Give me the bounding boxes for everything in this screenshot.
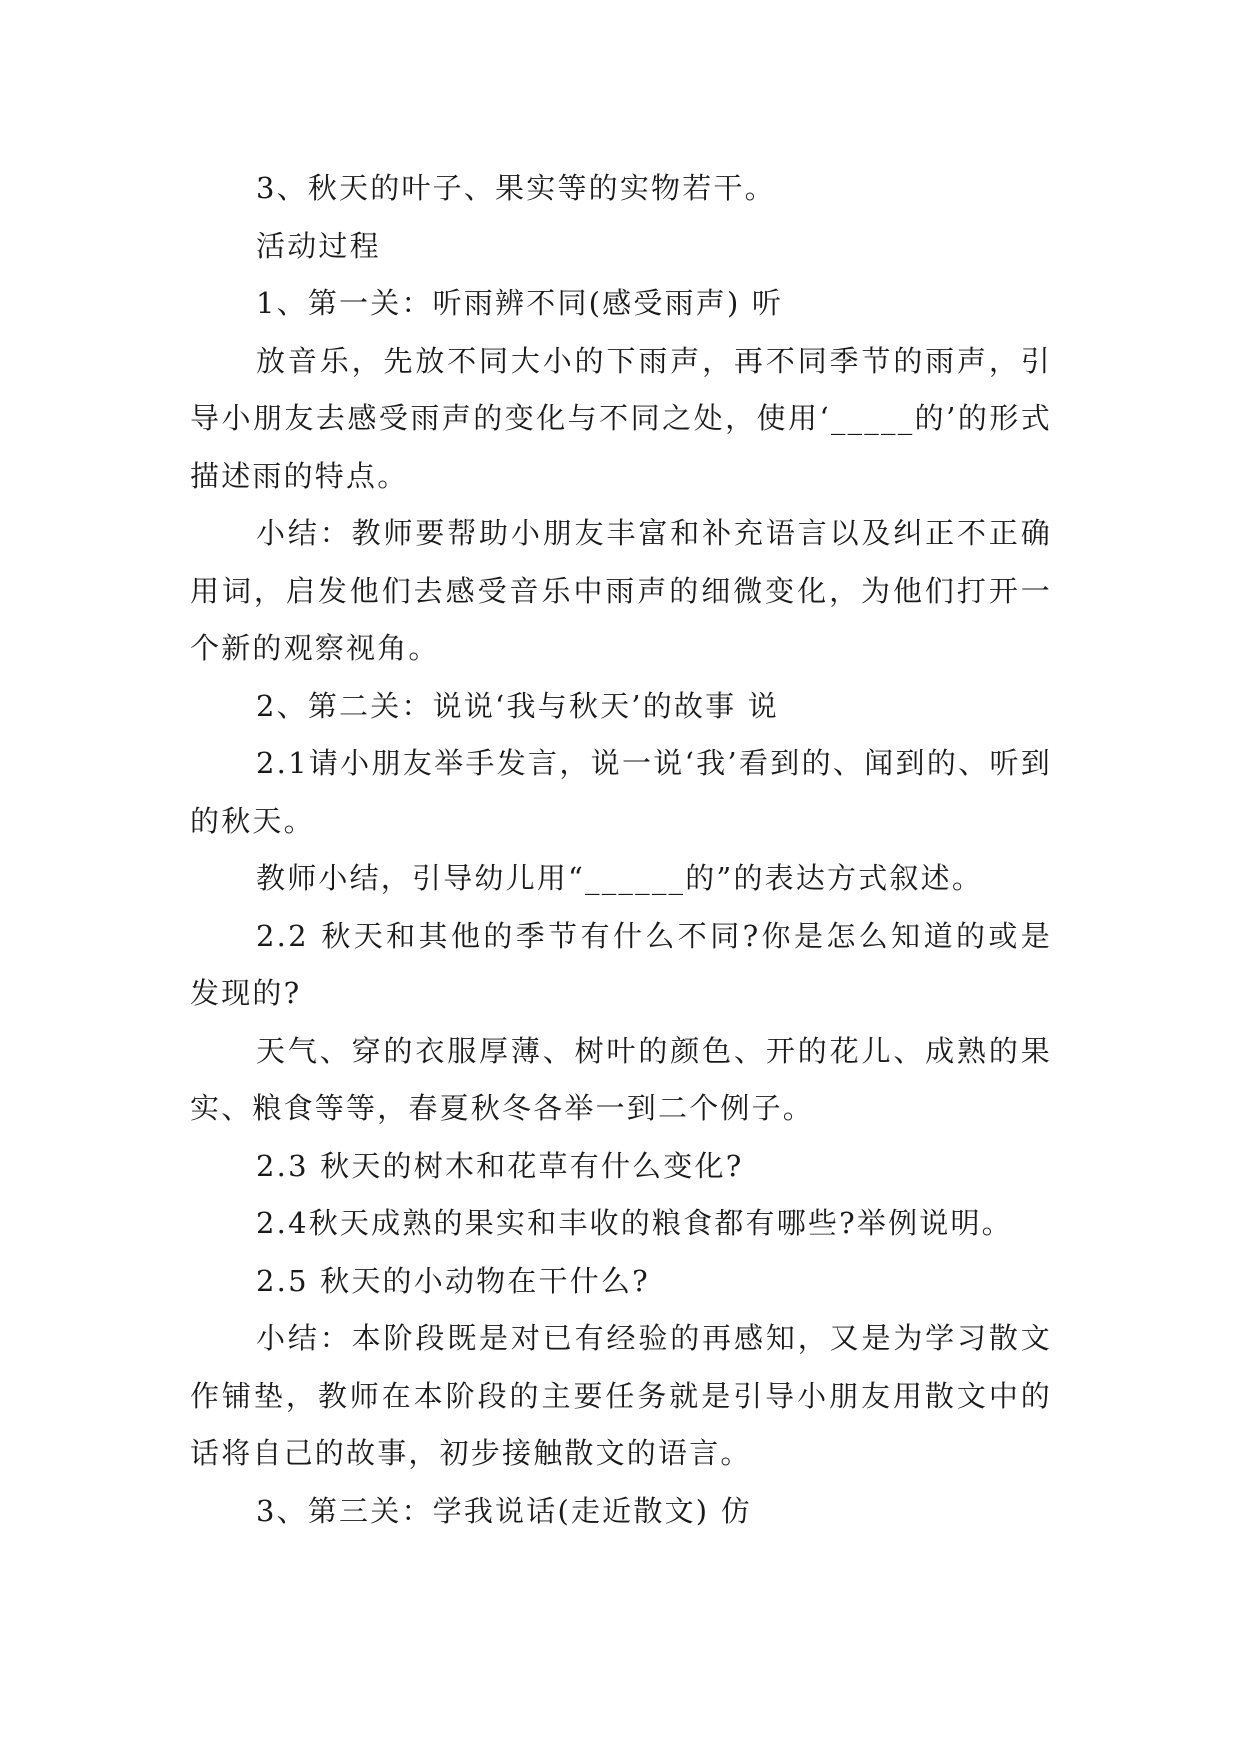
paragraph: 天气、穿的衣服厚薄、树叶的颜色、开的花儿、成熟的果实、粮食等等，春夏秋冬各举一到二个例子。 [190, 1033, 1052, 1125]
paragraph: 2、第二关：说说‘我与秋天’的故事 说 [256, 688, 779, 723]
paragraph: 2.5 秋天的小动物在干什么? [256, 1263, 650, 1298]
paragraph: 教师小结，引导幼儿用“______的”的表达方式叙述。 [256, 861, 984, 895]
paragraph: 2.2 秋天和其他的季节有什么不同?你是怎么知道的或是发现的? [190, 918, 1052, 1010]
paragraph: 2.4秋天成熟的果实和丰收的粮食都有哪些?举例说明。 [256, 1206, 1013, 1240]
section-heading: 活动过程 [256, 228, 381, 263]
paragraph: 放音乐，先放不同大小的下雨声，再不同季节的雨声，引导小朋友去感受雨声的变化与不同之处，使用‘_____的’的形式描述雨的特点。 [190, 343, 1052, 493]
paragraph: 3、第三关：学我说话(走近散文) 仿 [256, 1493, 752, 1528]
paragraph: 2.1请小朋友举手发言，说一说‘我’看到的、闻到的、听到的秋天。 [190, 746, 1052, 838]
paragraph: 3、秋天的叶子、果实等的实物若干。 [256, 171, 776, 205]
paragraph: 1、第一关：听雨辨不同(感受雨声) 听 [256, 286, 784, 320]
document-body [190, 160, 1052, 1540]
paragraph: 小结：教师要帮助小朋友丰富和补充语言以及纠正不正确用词，启发他们去感受音乐中雨声的细微变化，为他们打开一个新的观察视角。 [190, 516, 1052, 665]
paragraph: 小结：本阶段既是对已有经验的再感知，又是为学习散文作铺垫，教师在本阶段的主要任务就是引导小朋友用散文中的话将自己的故事，初步接触散文的语言。 [190, 1321, 1052, 1470]
paragraph: 2.3 秋天的树木和花草有什么变化? [256, 1148, 744, 1183]
